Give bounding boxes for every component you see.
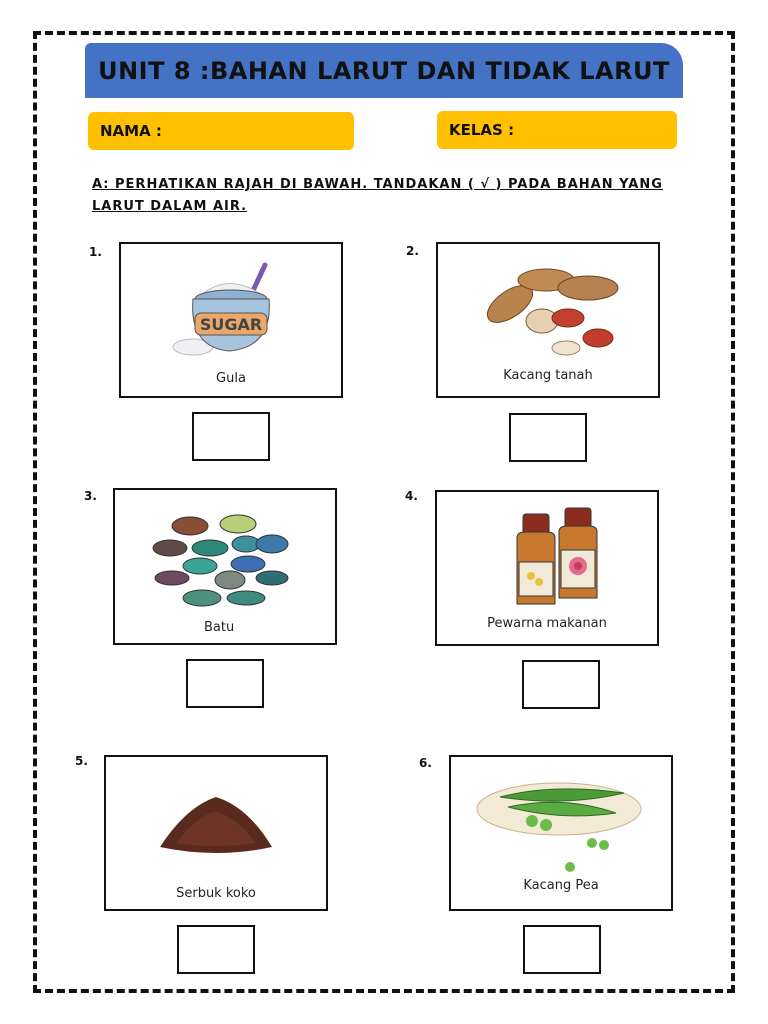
item-card-food-coloring (435, 490, 659, 646)
answer-box-1[interactable] (192, 412, 270, 461)
page-title: UNIT 8 :BAHAN LARUT DAN TIDAK LARUT (98, 56, 670, 85)
item-number: 5. (75, 754, 88, 768)
sugar-jar-icon (169, 259, 289, 359)
answer-box-3[interactable] (186, 659, 264, 708)
item-number: 2. (406, 244, 419, 258)
title-bar (85, 43, 683, 98)
item-card-cocoa (104, 755, 328, 911)
item-caption: Serbuk koko (176, 886, 256, 901)
answer-box-4[interactable] (522, 660, 600, 709)
class-field[interactable]: KELAS : (437, 111, 677, 149)
item-number: 4. (405, 489, 418, 503)
item-caption: Kacang tanah (503, 368, 593, 383)
answer-box-2[interactable] (509, 413, 587, 462)
green-peas-icon (474, 777, 644, 877)
food-coloring-bottles-icon (507, 504, 607, 614)
name-field[interactable]: NAMA : (88, 112, 354, 150)
item-card-sugar (119, 242, 343, 398)
item-caption: Gula (216, 371, 246, 386)
item-card-peas (449, 755, 673, 911)
item-caption: Pewarna makanan (487, 616, 607, 631)
item-caption: Kacang Pea (523, 878, 599, 893)
item-caption: Batu (204, 620, 235, 635)
instruction-text: A: PERHATIKAN RAJAH DI BAWAH. TANDAKAN ( √ ) PADA BAHAN YANG LARUT DALAM AIR. (92, 177, 663, 214)
item-number: 3. (84, 489, 97, 503)
item-number: 6. (419, 756, 432, 770)
answer-box-5[interactable] (177, 925, 255, 974)
item-card-stones (113, 488, 337, 645)
cocoa-powder-icon (156, 787, 276, 857)
peanuts-icon (482, 266, 622, 361)
svg-text:SUGAR: SUGAR (199, 315, 263, 334)
stones-icon (148, 512, 298, 607)
answer-box-6[interactable] (523, 925, 601, 974)
item-number: 1. (89, 245, 102, 259)
item-card-peanuts (436, 242, 660, 398)
